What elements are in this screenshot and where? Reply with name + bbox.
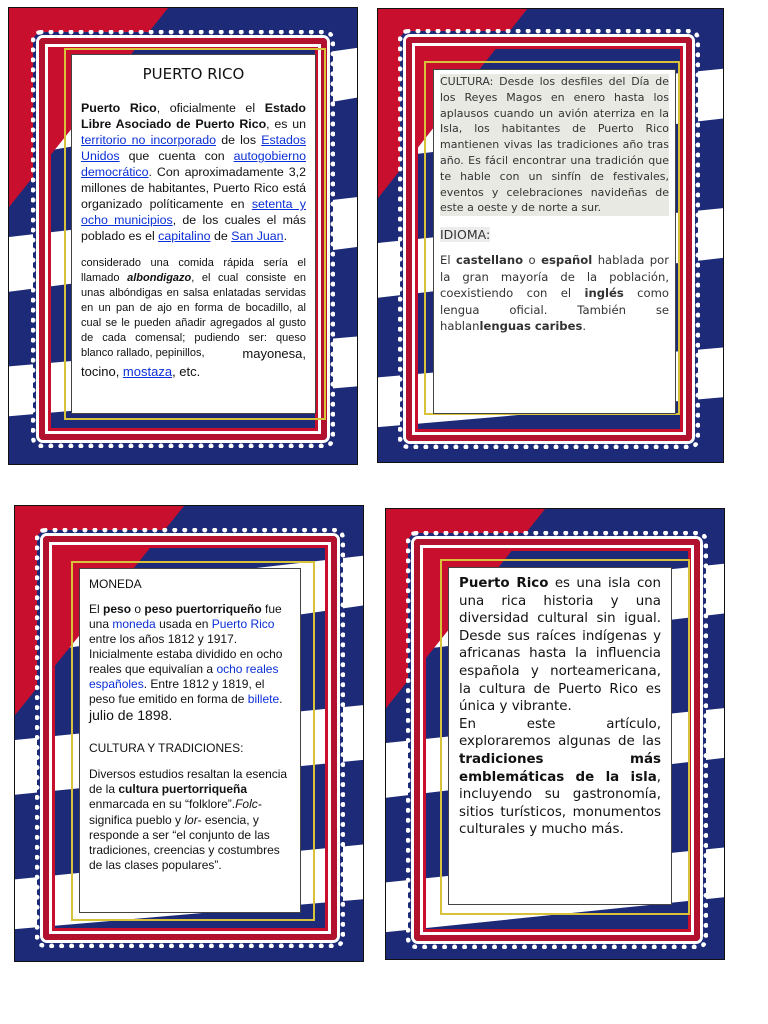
italic-lor: lor- <box>184 812 202 827</box>
moneda-heading: MONEDA <box>89 577 142 591</box>
italic-folc: Folc- <box>235 797 262 812</box>
text-segment: es una isla con una rica historia y una diversidad cultural sin igual. Desde sus raíces indígenas y africanas hasta la influencia española y norteamericana, la cultura de Puerto Rico es única y vibrante. <box>459 576 661 715</box>
food-paragraph-end <box>81 363 306 380</box>
text-mayonesa: mayonesa, <box>242 346 306 361</box>
bold-puerto-rico: Puerto Rico <box>459 576 549 591</box>
bold-cultura-puertorriquena: cultura puertorriqueña <box>118 782 248 797</box>
bold-lenguas-caribes: lenguas caribes <box>479 319 583 334</box>
link-municipios[interactable]: setenta y ocho municipios <box>81 197 306 227</box>
link-mostaza[interactable]: mostaza <box>122 364 173 379</box>
text-segment: . Entre 1812 y 1819, el peso fue emitido en forma de <box>89 677 265 706</box>
intro-paragraph <box>459 575 661 716</box>
idioma-paragraph <box>440 252 669 335</box>
link-democratico[interactable]: democrático <box>81 165 149 179</box>
text-segment: , es un <box>266 117 306 131</box>
link-moneda[interactable]: moneda <box>112 617 156 631</box>
bold-espanol: español <box>541 253 593 268</box>
bold-italic-albondigazo: albondigazo <box>127 272 192 284</box>
text-segment: usada en <box>155 617 212 631</box>
card-puerto-rico <box>8 7 358 465</box>
idioma-heading: IDIOMA: <box>440 227 491 243</box>
card-tradiciones <box>385 508 725 960</box>
link-puerto-rico[interactable]: Puerto Rico <box>211 617 275 631</box>
link-san-juan[interactable]: San Juan <box>231 229 284 243</box>
text-panel <box>433 69 676 414</box>
text-segment: , etc. <box>172 364 201 379</box>
link-ocho-reales[interactable]: ocho reales españoles <box>89 662 279 691</box>
bold-estado-libre: Estado Libre Asociado de Puerto Rico <box>81 101 306 131</box>
text-segment: Diversos estudios resaltan la esencia de la <box>89 767 288 797</box>
link-capitalino[interactable]: capitalino <box>158 229 211 243</box>
link-territorio[interactable]: territorio no incorporado <box>81 133 217 147</box>
julio-line: julio de 1898. <box>89 707 173 723</box>
text-segment: entre los años 1812 y 1917. Inicialmente estaba dividido en ocho reales que equivalían a <box>89 632 283 676</box>
text-segment: , oficialmente el <box>156 101 265 115</box>
text-segment: enmarcada en su “folklore”. <box>89 797 236 812</box>
bold-ingles: inglés <box>584 286 624 301</box>
food-paragraph <box>81 256 306 361</box>
bold-peso: peso <box>103 602 132 616</box>
text-segment: , de los cuales el más poblado es el <box>81 213 306 243</box>
link-autogobierno[interactable]: autogobierno <box>233 149 306 163</box>
text-segment: que cuenta con <box>119 149 234 163</box>
text-panel <box>71 54 316 414</box>
bold-tradiciones: tradiciones más emblemáticas de la isla <box>459 751 661 785</box>
link-billete[interactable]: billete <box>247 692 280 706</box>
article-paragraph <box>459 716 661 839</box>
text-panel <box>79 568 301 913</box>
text-segment: hablada por la gran mayoría de la población, coexistiendo con el <box>440 253 670 301</box>
text-segment: . <box>582 319 587 334</box>
page-title: PUERTO RICO <box>142 65 245 83</box>
cultura-heading: CULTURA Y TRADICIONES: <box>89 741 244 755</box>
text-segment: significa pueblo y <box>89 812 185 827</box>
text-segment: como lengua oficial. También se hablan <box>440 286 669 334</box>
text-segment: de los <box>216 133 262 147</box>
text-segment: o <box>523 253 542 268</box>
link-estados-unidos[interactable]: Estados Unidos <box>81 133 306 163</box>
card-moneda-cultura <box>14 505 364 962</box>
bold-castellano: castellano <box>456 253 524 268</box>
text-segment: . <box>283 229 288 243</box>
text-segment: fue una <box>89 602 282 631</box>
bold-puerto-rico: Puerto Rico <box>81 101 157 115</box>
cultura-paragraph <box>89 767 291 873</box>
text-segment: El <box>440 253 457 268</box>
cultura-paragraph: CULTURA: Desde los desfiles del Día de los Reyes Magos en enero hasta los aplausos cuando un avión aterriza en la Isla, los habitantes de Puerto Rico mantienen vivas las tradiciones año tras año. Es fácil encontrar una tradición que te hable con un sinfín de festivales, eventos y celebraciones navideñas de este a oeste y de norte a sur. <box>440 75 669 215</box>
text-segment: En este artículo, exploraremos algunas de las <box>459 716 661 750</box>
text-segment: El <box>89 602 104 616</box>
text-segment: , incluyendo su gastronomía, sitios turísticos, monumentos culturales y mucho más. <box>459 769 661 838</box>
intro-paragraph <box>81 100 306 244</box>
text-segment: considerado una comida rápida sería el llamado <box>81 257 306 284</box>
text-panel <box>448 567 672 905</box>
moneda-paragraph <box>89 602 291 707</box>
text-segment: o <box>131 602 145 616</box>
text-segment: , el cual consiste en unas albóndigas en salsa enlatadas servidas en un pan de ajo en forma de bocadillo, al cual se le pueden añadir agregados al gusto de cada comensal; pudiendo ser: queso blanco rallado, pepinillos, <box>81 272 306 359</box>
bold-peso-puertorriqueno: peso puertorriqueño <box>144 602 262 616</box>
card-cultura-idioma <box>377 8 724 463</box>
text-segment: de <box>210 229 232 243</box>
text-segment: . <box>279 692 283 706</box>
text-segment: tocino, <box>81 364 123 379</box>
text-segment: esencia, y responde a ser “el conjunto de las tradiciones, creencias y costumbres de las clases populares”. <box>89 812 280 873</box>
text-segment: . Con aproximadamente 3,2 millones de habitantes, Puerto Rico está organizado políticamente en <box>81 165 306 211</box>
